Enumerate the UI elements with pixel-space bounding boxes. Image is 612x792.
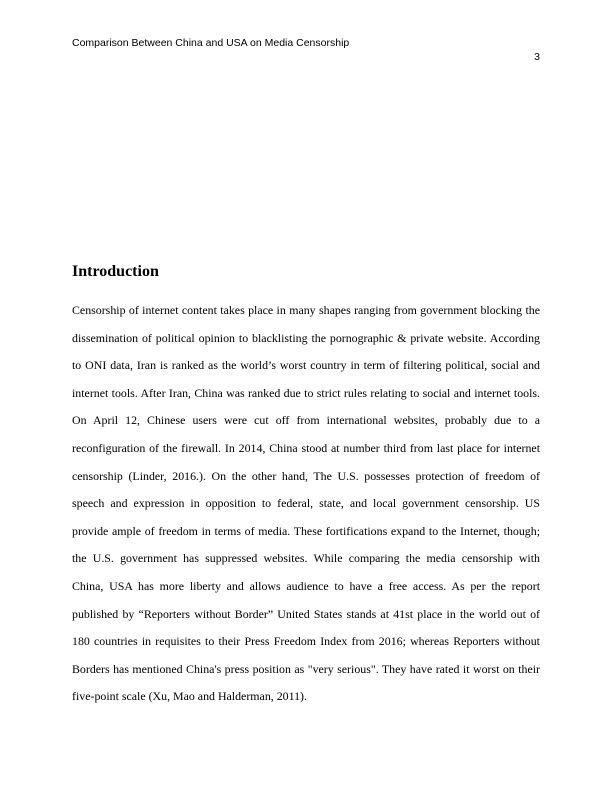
paragraph-line: five-point scale (Xu, Mao and Halderman, 2011). <box>72 689 307 704</box>
page-number: 3 <box>534 51 540 63</box>
section-heading: Introduction <box>72 263 159 280</box>
paragraph-line: published by “Reporters without Border” United States stands at 41st place in the world out of <box>72 606 540 621</box>
running-head: Comparison Between China and USA on Media Censorship <box>72 37 350 49</box>
paragraph-line: China, USA has more liberty and allows audience to have a free access. As per the report <box>72 578 540 593</box>
body-paragraph <box>72 297 540 711</box>
paragraph-line: Censorship of internet content takes place in many shapes ranging from government blocking the <box>72 303 540 317</box>
paragraph-line: to ONI data, Iran is ranked as the world’s worst country in term of filtering political, social and <box>72 358 540 373</box>
paragraph-line: On April 12, Chinese users were cut off from international websites, probably due to a <box>72 413 540 428</box>
paragraph-line: the U.S. government has suppressed websites. While comparing the media censorship with <box>72 551 540 566</box>
paragraph-line: 180 countries in requisites to their Press Freedom Index from 2016; whereas Reporters without <box>72 634 540 649</box>
paragraph-line: speech and expression in opposition to federal, state, and local government censorship. US <box>72 496 540 511</box>
paragraph-line: dissemination of political opinion to blacklisting the pornographic & private website. According <box>72 330 540 345</box>
paragraph-line: censorship (Linder, 2016.). On the other hand, The U.S. possesses protection of freedom of <box>72 468 540 483</box>
paragraph-line: Borders has mentioned China's press position as "very serious". They have rated it worst on their <box>72 661 540 676</box>
paragraph-line: provide ample of freedom in terms of media. These fortifications expand to the Internet, though; <box>72 523 540 538</box>
paragraph-line: reconfiguration of the firewall. In 2014, China stood at number third from last place for internet <box>72 440 540 455</box>
paragraph-line: internet tools. After Iran, China was ranked due to strict rules relating to social and internet tools. <box>72 385 540 400</box>
